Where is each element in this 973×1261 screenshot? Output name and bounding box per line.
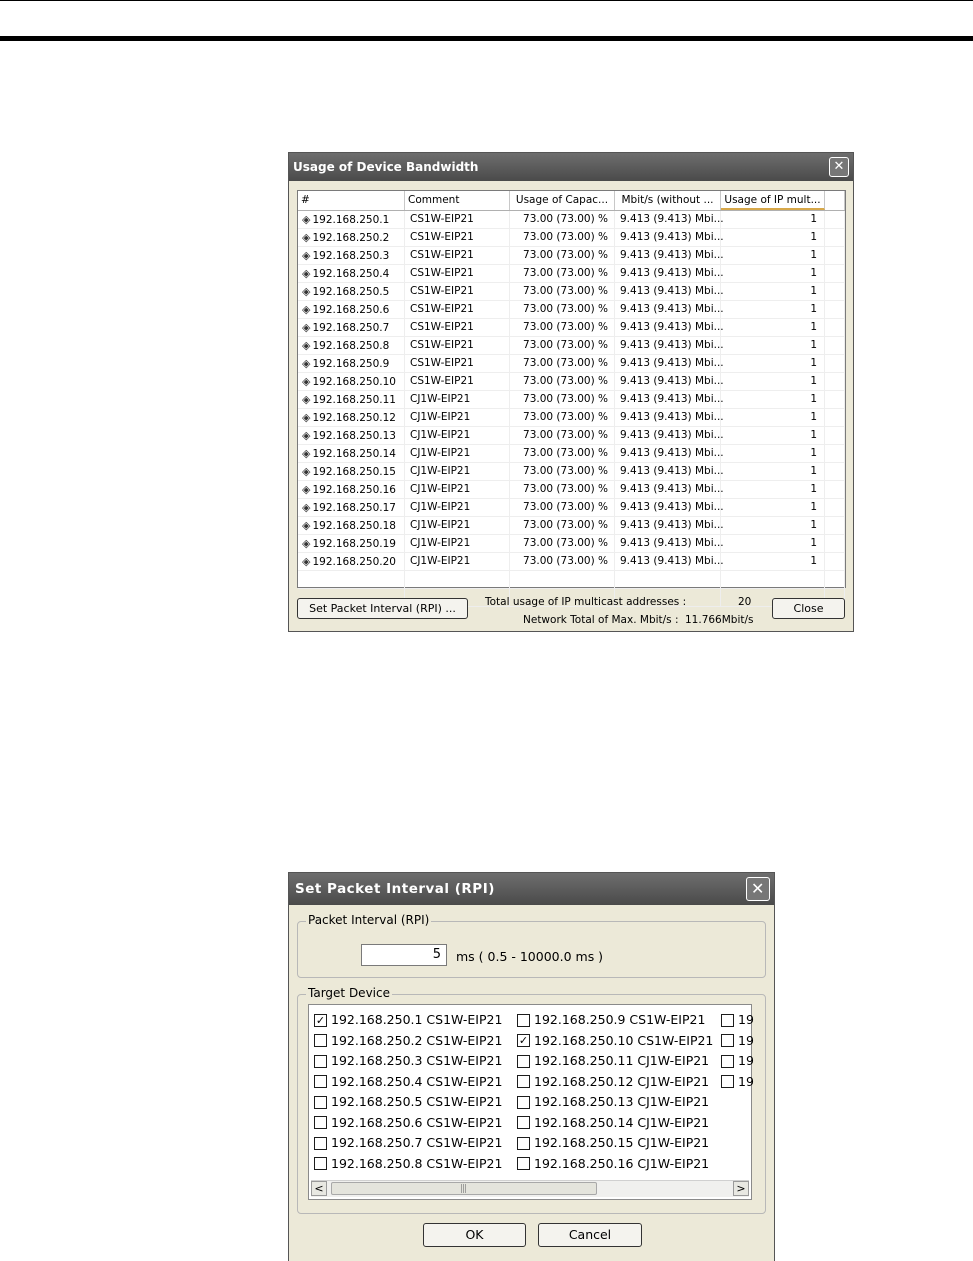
empty-cell <box>298 571 405 588</box>
table-row[interactable] <box>298 355 845 373</box>
cell-filler <box>825 373 845 390</box>
cell-ip-text: 192.168.250.2 <box>312 232 390 244</box>
cell-ip-text: 192.168.250.8 <box>312 340 390 352</box>
device-icon: ◈ <box>302 429 311 442</box>
cell-multicast: 1 <box>721 517 825 534</box>
scroll-left-icon[interactable]: < <box>311 1181 327 1196</box>
cell-multicast: 1 <box>721 445 825 462</box>
table-row[interactable] <box>298 391 845 409</box>
cell-comment: CS1W-EIP21 <box>405 301 510 318</box>
checkbox-icon[interactable] <box>721 1034 734 1047</box>
cell-ip <box>298 427 405 444</box>
device-icon: ◈ <box>302 267 311 280</box>
table-row[interactable] <box>298 301 845 319</box>
table-row[interactable] <box>298 553 845 571</box>
cell-comment: CS1W-EIP21 <box>405 265 510 282</box>
scroll-grip-icon: ||| <box>460 1184 467 1194</box>
cell-filler <box>825 211 845 228</box>
checkbox-icon[interactable] <box>721 1055 734 1068</box>
packet-interval-group <box>297 913 766 978</box>
device-checkbox-item[interactable] <box>314 1012 502 1028</box>
cell-filler <box>825 463 845 480</box>
device-icon: ◈ <box>302 447 311 460</box>
scroll-right-icon[interactable]: > <box>733 1181 749 1196</box>
cell-filler <box>825 391 845 408</box>
table-row[interactable] <box>298 427 845 445</box>
device-icon: ◈ <box>302 213 311 226</box>
cell-ip <box>298 301 405 318</box>
cell-multicast: 1 <box>721 499 825 516</box>
checkbox-icon[interactable] <box>517 1075 530 1088</box>
checkbox-icon[interactable] <box>314 1055 327 1068</box>
table-row[interactable] <box>298 481 845 499</box>
device-icon: ◈ <box>302 555 311 568</box>
device-checkbox-item[interactable] <box>517 1053 709 1069</box>
network-total-label: Network Total of Max. Mbit/s : <box>523 614 679 626</box>
device-icon: ◈ <box>302 339 311 352</box>
cell-ip <box>298 283 405 300</box>
device-checkbox-item[interactable] <box>517 1156 709 1172</box>
checkbox-icon[interactable] <box>517 1096 530 1109</box>
cell-mbit: 9.413 (9.413) Mbi... <box>615 499 721 516</box>
cell-ip <box>298 499 405 516</box>
device-checkbox-label: 192.168.250.15 CJ1W-EIP21 <box>534 1135 710 1150</box>
cell-ip <box>298 319 405 336</box>
device-checkbox-label: 19 <box>738 1073 754 1089</box>
cell-ip-text: 192.168.250.18 <box>312 520 396 532</box>
cell-capacity: 73.00 (73.00) % <box>510 391 615 408</box>
table-row[interactable] <box>298 319 845 337</box>
cell-capacity: 73.00 (73.00) % <box>510 535 615 552</box>
checkbox-icon[interactable] <box>314 1157 327 1170</box>
usage-bandwidth-dialog <box>288 152 854 632</box>
cell-filler <box>825 355 845 372</box>
dialog-title-bar <box>289 873 774 905</box>
checkbox-icon[interactable] <box>314 1075 327 1088</box>
device-checkbox-label: 192.168.250.7 CS1W-EIP21 <box>331 1135 503 1150</box>
cell-multicast: 1 <box>721 463 825 480</box>
device-checkbox-label: 19 <box>738 1012 754 1027</box>
table-row[interactable] <box>298 337 845 355</box>
device-checkbox-item[interactable] <box>314 1094 502 1110</box>
cell-ip-text: 192.168.250.13 <box>312 430 396 442</box>
total-multicast-value: 20 <box>738 596 752 608</box>
cell-mbit: 9.413 (9.413) Mbi... <box>615 265 721 282</box>
checkbox-icon[interactable] <box>517 1014 530 1027</box>
device-checkbox-item[interactable] <box>517 1115 709 1131</box>
cell-capacity: 73.00 (73.00) % <box>510 283 615 300</box>
device-icon: ◈ <box>302 249 311 262</box>
cell-mbit: 9.413 (9.413) Mbi... <box>615 247 721 264</box>
checkbox-icon[interactable] <box>517 1157 530 1170</box>
target-device-group <box>297 986 766 1214</box>
cell-comment: CJ1W-EIP21 <box>405 445 510 462</box>
table-row[interactable] <box>298 265 845 283</box>
device-checkbox-item[interactable] <box>517 1012 705 1028</box>
dialog-title-bar <box>289 153 853 181</box>
cell-mbit: 9.413 (9.413) Mbi... <box>615 517 721 534</box>
device-checkbox-label: 192.168.250.9 CS1W-EIP21 <box>534 1012 706 1027</box>
cell-ip-text: 192.168.250.3 <box>312 250 390 262</box>
device-icon: ◈ <box>302 537 311 550</box>
cell-comment: CJ1W-EIP21 <box>405 391 510 408</box>
device-checkbox-label: 19 <box>738 1032 754 1048</box>
cell-ip-text: 192.168.250.1 <box>312 214 390 226</box>
device-checkbox-label: 192.168.250.4 CS1W-EIP21 <box>331 1073 503 1089</box>
cell-ip-text: 192.168.250.19 <box>312 538 396 550</box>
checkbox-icon[interactable] <box>314 1034 327 1047</box>
target-device-list[interactable] <box>308 1004 752 1200</box>
cell-ip <box>298 391 405 408</box>
cell-filler <box>825 481 845 498</box>
cell-multicast: 1 <box>721 283 825 300</box>
device-icon: ◈ <box>302 303 311 316</box>
cell-mbit: 9.413 (9.413) Mbi... <box>615 283 721 300</box>
cell-capacity: 73.00 (73.00) % <box>510 463 615 480</box>
device-checkbox-label: 192.168.250.10 CS1W-EIP21 <box>534 1032 714 1048</box>
device-checkbox-label: 192.168.250.11 CJ1W-EIP21 <box>534 1053 710 1068</box>
device-icon: ◈ <box>302 357 311 370</box>
device-icon: ◈ <box>302 519 311 532</box>
cell-ip <box>298 481 405 498</box>
device-icon: ◈ <box>302 411 311 424</box>
checkbox-icon[interactable] <box>517 1116 530 1129</box>
cell-multicast: 1 <box>721 319 825 336</box>
cell-capacity: 73.00 (73.00) % <box>510 355 615 372</box>
cell-mbit: 9.413 (9.413) Mbi... <box>615 391 721 408</box>
checkbox-icon[interactable] <box>721 1075 734 1088</box>
cell-capacity: 73.00 (73.00) % <box>510 427 615 444</box>
cancel-button[interactable]: Cancel <box>538 1223 642 1247</box>
column-header-number[interactable]: # <box>298 191 405 210</box>
set-packet-interval-button[interactable]: Set Packet Interval (RPI) ... <box>297 598 468 619</box>
device-checkbox-item[interactable] <box>517 1074 709 1090</box>
checkbox-icon[interactable] <box>314 1137 327 1150</box>
cell-multicast: 1 <box>721 265 825 282</box>
device-checkbox-label: 192.168.250.14 CJ1W-EIP21 <box>534 1114 710 1130</box>
total-multicast-label: Total usage of IP multicast addresses : <box>485 596 687 608</box>
device-checkbox-label: 192.168.250.1 CS1W-EIP21 <box>331 1012 503 1027</box>
cell-capacity: 73.00 (73.00) % <box>510 211 615 228</box>
cell-comment: CS1W-EIP21 <box>405 247 510 264</box>
cell-filler <box>825 247 845 264</box>
device-checkbox-item[interactable] <box>314 1135 502 1151</box>
dialog-title: Usage of Device Bandwidth <box>293 160 479 174</box>
cell-comment: CS1W-EIP21 <box>405 211 510 228</box>
cell-ip-text: 192.168.250.17 <box>312 502 396 514</box>
cell-filler <box>825 337 845 354</box>
device-checkbox-label: 192.168.250.8 CS1W-EIP21 <box>331 1155 503 1171</box>
cell-mbit: 9.413 (9.413) Mbi... <box>615 319 721 336</box>
device-icon: ◈ <box>302 393 311 406</box>
device-icon: ◈ <box>302 231 311 244</box>
device-checkbox-item[interactable] <box>721 1012 754 1028</box>
table-row[interactable] <box>298 535 845 553</box>
cell-comment: CJ1W-EIP21 <box>405 499 510 516</box>
cell-multicast: 1 <box>721 229 825 246</box>
cell-comment: CJ1W-EIP21 <box>405 553 510 570</box>
cell-ip-text: 192.168.250.4 <box>312 268 390 280</box>
device-checkbox-item[interactable] <box>517 1135 709 1151</box>
cell-ip-text: 192.168.250.6 <box>312 304 390 316</box>
device-checkbox-item[interactable] <box>314 1156 502 1172</box>
cell-ip-text: 192.168.250.7 <box>312 322 390 334</box>
cell-capacity: 73.00 (73.00) % <box>510 445 615 462</box>
device-icon: ◈ <box>302 465 311 478</box>
close-icon[interactable]: ✕ <box>746 877 770 901</box>
cell-multicast: 1 <box>721 355 825 372</box>
cell-ip <box>298 355 405 372</box>
cell-ip <box>298 409 405 426</box>
device-checkbox-label: 192.168.250.6 CS1W-EIP21 <box>331 1114 503 1130</box>
rpi-range-label: ms ( 0.5 - 10000.0 ms ) <box>456 949 604 964</box>
cell-ip <box>298 535 405 552</box>
cell-comment: CS1W-EIP21 <box>405 337 510 354</box>
cell-capacity: 73.00 (73.00) % <box>510 265 615 282</box>
cell-filler <box>825 427 845 444</box>
table-row[interactable] <box>298 283 845 301</box>
cell-multicast: 1 <box>721 391 825 408</box>
device-checkbox-item[interactable] <box>314 1033 502 1049</box>
cell-ip <box>298 211 405 228</box>
cell-filler <box>825 265 845 282</box>
cell-ip <box>298 265 405 282</box>
device-checkbox-label: 192.168.250.3 CS1W-EIP21 <box>331 1053 503 1068</box>
cell-multicast: 1 <box>721 553 825 570</box>
cell-capacity: 73.00 (73.00) % <box>510 319 615 336</box>
cell-multicast: 1 <box>721 409 825 426</box>
rpi-input[interactable]: 5 <box>361 944 447 966</box>
column-header-comment[interactable]: Comment <box>405 191 510 210</box>
column-header-mbit[interactable]: Mbit/s (without ... <box>615 191 721 210</box>
cell-filler <box>825 409 845 426</box>
table-row[interactable] <box>298 409 845 427</box>
cell-ip-text: 192.168.250.14 <box>312 448 396 460</box>
cell-ip-text: 192.168.250.10 <box>312 376 396 388</box>
empty-cell <box>510 571 615 588</box>
cell-mbit: 9.413 (9.413) Mbi... <box>615 553 721 570</box>
packet-interval-group-label: Packet Interval (RPI) <box>308 913 430 927</box>
cell-ip-text: 192.168.250.16 <box>312 484 396 496</box>
checkbox-icon[interactable] <box>721 1014 734 1027</box>
table-row[interactable] <box>298 463 845 481</box>
empty-row <box>298 571 845 589</box>
cell-ip-text: 192.168.250.12 <box>312 412 396 424</box>
target-device-group-label: Target Device <box>308 986 390 1000</box>
table-row[interactable] <box>298 373 845 391</box>
cell-mbit: 9.413 (9.413) Mbi... <box>615 355 721 372</box>
cell-capacity: 73.00 (73.00) % <box>510 499 615 516</box>
column-header-filler <box>825 191 845 210</box>
device-checkbox-label: 192.168.250.12 CJ1W-EIP21 <box>534 1073 710 1089</box>
cell-filler <box>825 517 845 534</box>
cell-mbit: 9.413 (9.413) Mbi... <box>615 427 721 444</box>
cell-comment: CJ1W-EIP21 <box>405 517 510 534</box>
device-checkbox-item[interactable] <box>721 1074 754 1090</box>
cell-multicast: 1 <box>721 427 825 444</box>
cell-capacity: 73.00 (73.00) % <box>510 337 615 354</box>
cell-comment: CJ1W-EIP21 <box>405 463 510 480</box>
device-checkbox-item[interactable] <box>314 1053 502 1069</box>
device-checkbox-label: 19 <box>738 1053 754 1068</box>
bandwidth-table[interactable] <box>297 190 846 588</box>
table-header <box>298 191 845 211</box>
cell-filler <box>825 283 845 300</box>
cell-filler <box>825 445 845 462</box>
cell-comment: CS1W-EIP21 <box>405 373 510 390</box>
cell-comment: CS1W-EIP21 <box>405 283 510 300</box>
cell-filler <box>825 535 845 552</box>
cell-capacity: 73.00 (73.00) % <box>510 301 615 318</box>
checkbox-icon[interactable] <box>314 1096 327 1109</box>
device-checkbox-item[interactable] <box>721 1033 754 1049</box>
cell-ip-text: 192.168.250.11 <box>312 394 396 406</box>
empty-cell <box>615 571 721 588</box>
cell-multicast: 1 <box>721 247 825 264</box>
cell-ip <box>298 337 405 354</box>
cell-multicast: 1 <box>721 535 825 552</box>
device-checkbox-label: 192.168.250.13 CJ1W-EIP21 <box>534 1094 710 1109</box>
cell-ip-text: 192.168.250.20 <box>312 556 396 568</box>
cell-ip-text: 192.168.250.9 <box>312 358 390 370</box>
empty-cell <box>825 571 845 588</box>
dialog-title: Set Packet Interval (RPI) <box>295 881 495 897</box>
cell-multicast: 1 <box>721 211 825 228</box>
cell-ip <box>298 247 405 264</box>
cell-comment: CJ1W-EIP21 <box>405 481 510 498</box>
cell-capacity: 73.00 (73.00) % <box>510 247 615 264</box>
cell-capacity: 73.00 (73.00) % <box>510 517 615 534</box>
cell-multicast: 1 <box>721 337 825 354</box>
device-checkbox-item[interactable] <box>517 1094 709 1110</box>
cell-mbit: 9.413 (9.413) Mbi... <box>615 463 721 480</box>
cell-ip-text: 192.168.250.15 <box>312 466 396 478</box>
cell-mbit: 9.413 (9.413) Mbi... <box>615 337 721 354</box>
close-icon[interactable]: ✕ <box>829 157 849 177</box>
device-icon: ◈ <box>302 483 311 496</box>
cell-filler <box>825 499 845 516</box>
cell-ip-text: 192.168.250.5 <box>312 286 390 298</box>
close-button[interactable]: Close <box>772 598 845 619</box>
horizontal-scrollbar[interactable] <box>311 1180 749 1197</box>
cell-comment: CJ1W-EIP21 <box>405 427 510 444</box>
table-row[interactable] <box>298 499 845 517</box>
device-checkbox-item[interactable] <box>517 1033 713 1049</box>
cell-capacity: 73.00 (73.00) % <box>510 409 615 426</box>
checkbox-icon[interactable] <box>314 1116 327 1129</box>
network-total-value: 11.766Mbit/s <box>685 614 754 626</box>
cell-filler <box>825 319 845 336</box>
cell-filler <box>825 229 845 246</box>
empty-cell <box>405 571 510 588</box>
checkbox-icon[interactable] <box>517 1137 530 1150</box>
cell-comment: CJ1W-EIP21 <box>405 409 510 426</box>
cell-multicast: 1 <box>721 481 825 498</box>
cell-ip <box>298 373 405 390</box>
column-header-capacity[interactable]: Usage of Capac... <box>510 191 615 210</box>
cell-mbit: 9.413 (9.413) Mbi... <box>615 409 721 426</box>
table-row[interactable] <box>298 211 845 229</box>
checkbox-checked-icon[interactable]: ✓ <box>518 1034 529 1047</box>
cell-comment: CS1W-EIP21 <box>405 355 510 372</box>
cell-mbit: 9.413 (9.413) Mbi... <box>615 211 721 228</box>
cell-multicast: 1 <box>721 301 825 318</box>
checkbox-icon[interactable] <box>517 1055 530 1068</box>
header-rule-thin <box>0 0 973 1</box>
cell-comment: CJ1W-EIP21 <box>405 535 510 552</box>
device-checkbox-label: 192.168.250.2 CS1W-EIP21 <box>331 1032 503 1048</box>
device-icon: ◈ <box>302 285 311 298</box>
device-checkbox-label: 192.168.250.16 CJ1W-EIP21 <box>534 1155 710 1171</box>
table-row[interactable] <box>298 517 845 535</box>
cell-mbit: 9.413 (9.413) Mbi... <box>615 229 721 246</box>
cell-filler <box>825 553 845 570</box>
device-checkbox-item[interactable] <box>314 1074 502 1090</box>
cell-mbit: 9.413 (9.413) Mbi... <box>615 373 721 390</box>
cell-ip <box>298 445 405 462</box>
cell-mbit: 9.413 (9.413) Mbi... <box>615 445 721 462</box>
ok-button[interactable]: OK <box>423 1223 526 1247</box>
cell-ip <box>298 517 405 534</box>
device-checkbox-label: 192.168.250.5 CS1W-EIP21 <box>331 1094 503 1109</box>
cell-comment: CS1W-EIP21 <box>405 229 510 246</box>
table-body <box>298 211 845 607</box>
cell-mbit: 9.413 (9.413) Mbi... <box>615 301 721 318</box>
cell-mbit: 9.413 (9.413) Mbi... <box>615 481 721 498</box>
cell-ip <box>298 229 405 246</box>
cell-filler <box>825 301 845 318</box>
column-header-multicast[interactable]: Usage of IP mult... <box>721 191 825 210</box>
empty-cell <box>721 571 825 588</box>
table-row[interactable] <box>298 247 845 265</box>
cell-ip <box>298 463 405 480</box>
table-row[interactable] <box>298 445 845 463</box>
scroll-thumb[interactable] <box>331 1182 597 1195</box>
device-checkbox-item[interactable] <box>314 1115 502 1131</box>
device-checkbox-item[interactable] <box>721 1053 754 1069</box>
cell-capacity: 73.00 (73.00) % <box>510 373 615 390</box>
device-icon: ◈ <box>302 321 311 334</box>
cell-ip <box>298 553 405 570</box>
cell-multicast: 1 <box>721 373 825 390</box>
table-row[interactable] <box>298 229 845 247</box>
header-rule-thick <box>0 36 973 41</box>
cell-capacity: 73.00 (73.00) % <box>510 229 615 246</box>
cell-capacity: 73.00 (73.00) % <box>510 553 615 570</box>
cell-comment: CS1W-EIP21 <box>405 319 510 336</box>
checkbox-checked-icon[interactable]: ✓ <box>315 1013 326 1027</box>
set-packet-interval-dialog <box>288 872 775 1261</box>
cell-capacity: 73.00 (73.00) % <box>510 481 615 498</box>
device-icon: ◈ <box>302 501 311 514</box>
cell-mbit: 9.413 (9.413) Mbi... <box>615 535 721 552</box>
device-icon: ◈ <box>302 375 311 388</box>
